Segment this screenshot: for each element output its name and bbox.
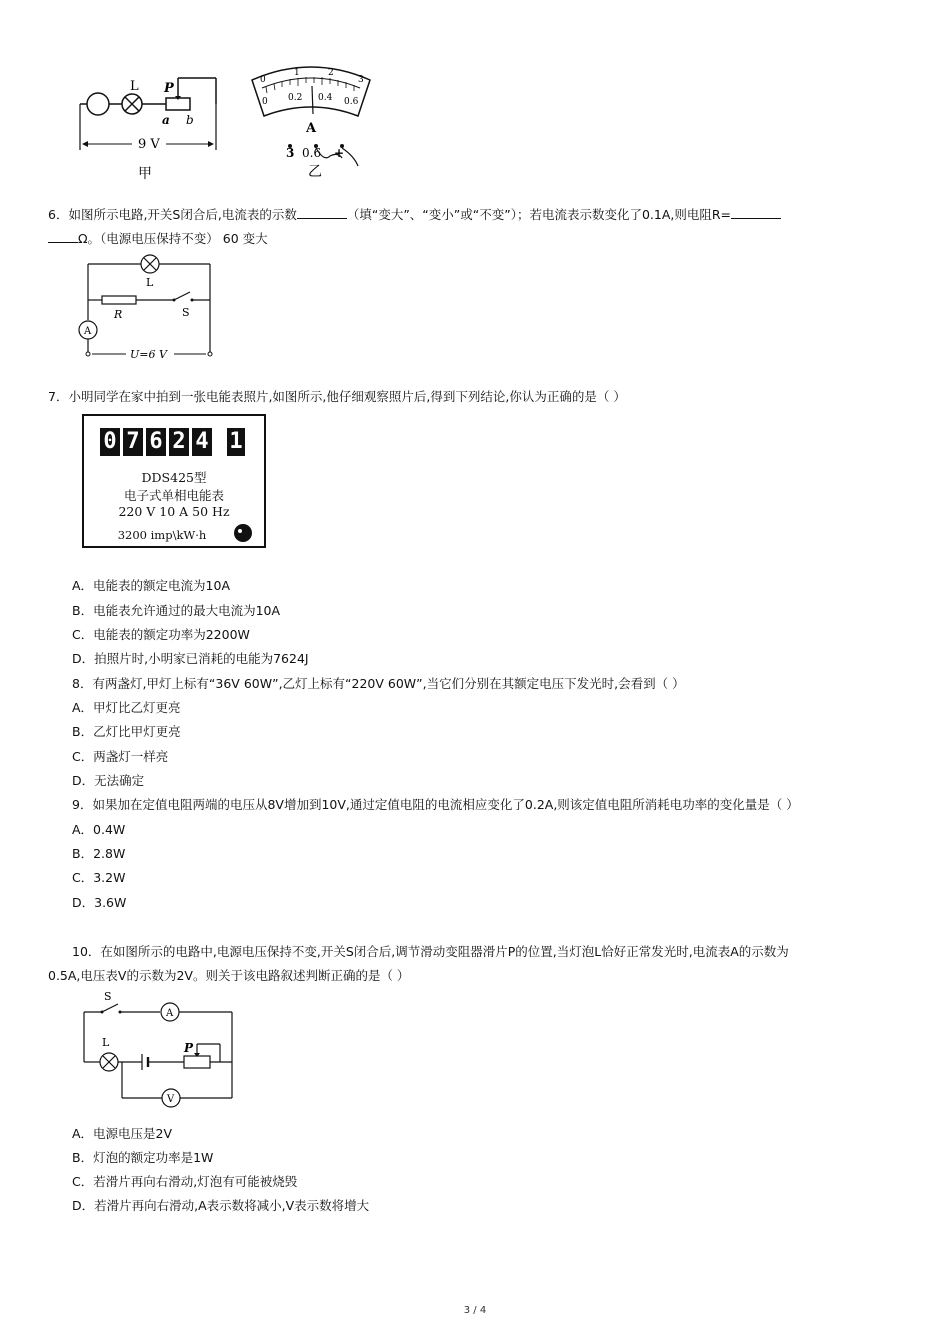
- q9-option-c[interactable]: C．3.2W: [72, 870, 126, 885]
- meter-name: 电子式单相电能表: [123, 488, 224, 503]
- q10-question-line-1: 10．在如图所示的电路中,电源电压保持不变,开关S闭合后,调节滑动变阻器滑片P的位置,当灯泡L恰好正常发光时,电流表A的示数为: [72, 944, 789, 959]
- q10-circuit: [80, 990, 240, 1110]
- fig-label-P: P: [164, 81, 174, 96]
- q6-fig-L: L: [146, 276, 154, 289]
- terminal-0-6: 0.6: [302, 146, 322, 160]
- q6-text-1: 6．如图所示电路,开关S闭合后,电流表的示数: [48, 207, 297, 222]
- fig-caption-jia: 甲: [138, 166, 152, 182]
- terminal-plus: +: [334, 146, 345, 160]
- q8-option-b[interactable]: B．乙灯比甲灯更亮: [72, 724, 181, 739]
- meter-constant: 3200 imp\kW·h: [117, 528, 207, 542]
- q9-question: 9．如果加在定值电阻两端的电压从8V增加到10V,通过定值电阻的电流相应变化了0.2A,则该定值电阻所消耗电功率的变化量是（ ）: [72, 797, 799, 812]
- meter-indicator-icon: [234, 524, 252, 542]
- ammeter-bottom-0: 0: [262, 97, 268, 107]
- q10-fig-P: P: [184, 1041, 194, 1055]
- q6-fig-S: S: [182, 306, 190, 319]
- q9-option-d[interactable]: D．3.6W: [72, 895, 127, 910]
- q7-option-a[interactable]: A．电能表的额定电流为10A: [72, 578, 231, 593]
- figure-yi-ammeter: [246, 60, 376, 185]
- q9-option-a[interactable]: A．0.4W: [72, 822, 126, 837]
- q10-option-b[interactable]: B．灯泡的额定功率是1W: [72, 1150, 214, 1165]
- ammeter-top-1: 1: [294, 68, 300, 78]
- meter-rating: 220 V 10 A 50 Hz: [118, 504, 230, 519]
- ammeter-bottom-2: 0.4: [318, 93, 333, 103]
- ammeter-top-0: 0: [260, 75, 266, 85]
- q6-text-2: （填“变大”、“变小”或“不变”）；若电流表示数变化了0.1A,则电阻R=: [346, 207, 732, 222]
- terminal-3: 3: [286, 146, 295, 160]
- q10-option-c[interactable]: C．若滑片再向右滑动,灯泡有可能被烧毁: [72, 1174, 298, 1189]
- q10-question-line-2: 0.5A,电压表V的示数为2V。则关于该电路叙述判断正确的是（ ）: [48, 968, 410, 983]
- q6-text-3: Ω。（电源电压保持不变） 60 变大: [78, 231, 268, 246]
- fig-label-L: L: [130, 79, 139, 94]
- q10-fig-L: L: [102, 1036, 110, 1049]
- electric-meter-photo: [82, 414, 266, 548]
- q6-blank-2[interactable]: [731, 206, 781, 219]
- q8-option-d[interactable]: D．无法确定: [72, 773, 145, 788]
- figure-jia-circuit: [78, 70, 228, 185]
- q6-circuit: [74, 250, 224, 368]
- fig-voltage: 9 V: [138, 137, 160, 152]
- ammeter-symbol: A: [306, 121, 317, 136]
- fig-label-b: b: [186, 113, 194, 127]
- meter-digit-3: 6: [146, 428, 166, 456]
- q8-option-a[interactable]: A．甲灯比乙灯更亮: [72, 700, 181, 715]
- q7-option-b[interactable]: B．电能表允许通过的最大电流为10A: [72, 603, 281, 618]
- ammeter-bottom-3: 0.6: [344, 97, 359, 107]
- ammeter-top-3: 3: [358, 75, 364, 85]
- q8-option-c[interactable]: C．两盏灯一样亮: [72, 749, 169, 764]
- q9-option-b[interactable]: B．2.8W: [72, 846, 126, 861]
- meter-model: DDS425型: [141, 470, 207, 485]
- meter-digit-5: 4: [192, 428, 212, 456]
- q6-line-2: [48, 229, 268, 247]
- q10-fig-S: S: [104, 990, 112, 1003]
- q10-option-a[interactable]: A．电源电压是2V: [72, 1126, 173, 1141]
- q10-option-d[interactable]: D．若滑片再向右滑动,A表示数将减小,V表示数将增大: [72, 1198, 370, 1213]
- fig-caption-yi: 乙: [308, 164, 322, 180]
- meter-digit-2: 7: [123, 428, 143, 456]
- meter-digit-1: 0: [100, 428, 120, 456]
- q6-blank-1[interactable]: [297, 206, 347, 219]
- meter-digit-4: 2: [169, 428, 189, 456]
- q6-fig-R: R: [114, 308, 123, 321]
- q7-option-c[interactable]: C．电能表的额定功率为2200W: [72, 627, 250, 642]
- q6-blank-2-cont[interactable]: [48, 230, 78, 243]
- q10-fig-V: V: [167, 1094, 175, 1105]
- fig-label-a: a: [162, 113, 170, 127]
- q10-fig-A: A: [166, 1008, 174, 1019]
- meter-digits: [100, 428, 245, 456]
- q7-option-d[interactable]: D．拍照片时,小明家已消耗的电能为7624J: [72, 651, 309, 666]
- q6-fig-U: U=6 V: [130, 348, 167, 361]
- q7-question: 7．小明同学在家中拍到一张电能表照片,如图所示,他仔细观察照片后,得到下列结论,你认为正确的是（ ）: [48, 389, 626, 404]
- ammeter-bottom-1: 0.2: [288, 93, 303, 103]
- ammeter-top-2: 2: [328, 68, 334, 78]
- meter-digit-decimal: 1: [227, 428, 245, 456]
- q6-fig-A: A: [84, 326, 92, 337]
- page-number: 3 / 4: [463, 1305, 487, 1316]
- q6-line-1: [48, 205, 781, 223]
- q8-question: 8．有两盏灯,甲灯上标有“36V 60W”,乙灯上标有“220V 60W”,当它们分别在其额定电压下发光时,会看到（ ）: [72, 676, 685, 691]
